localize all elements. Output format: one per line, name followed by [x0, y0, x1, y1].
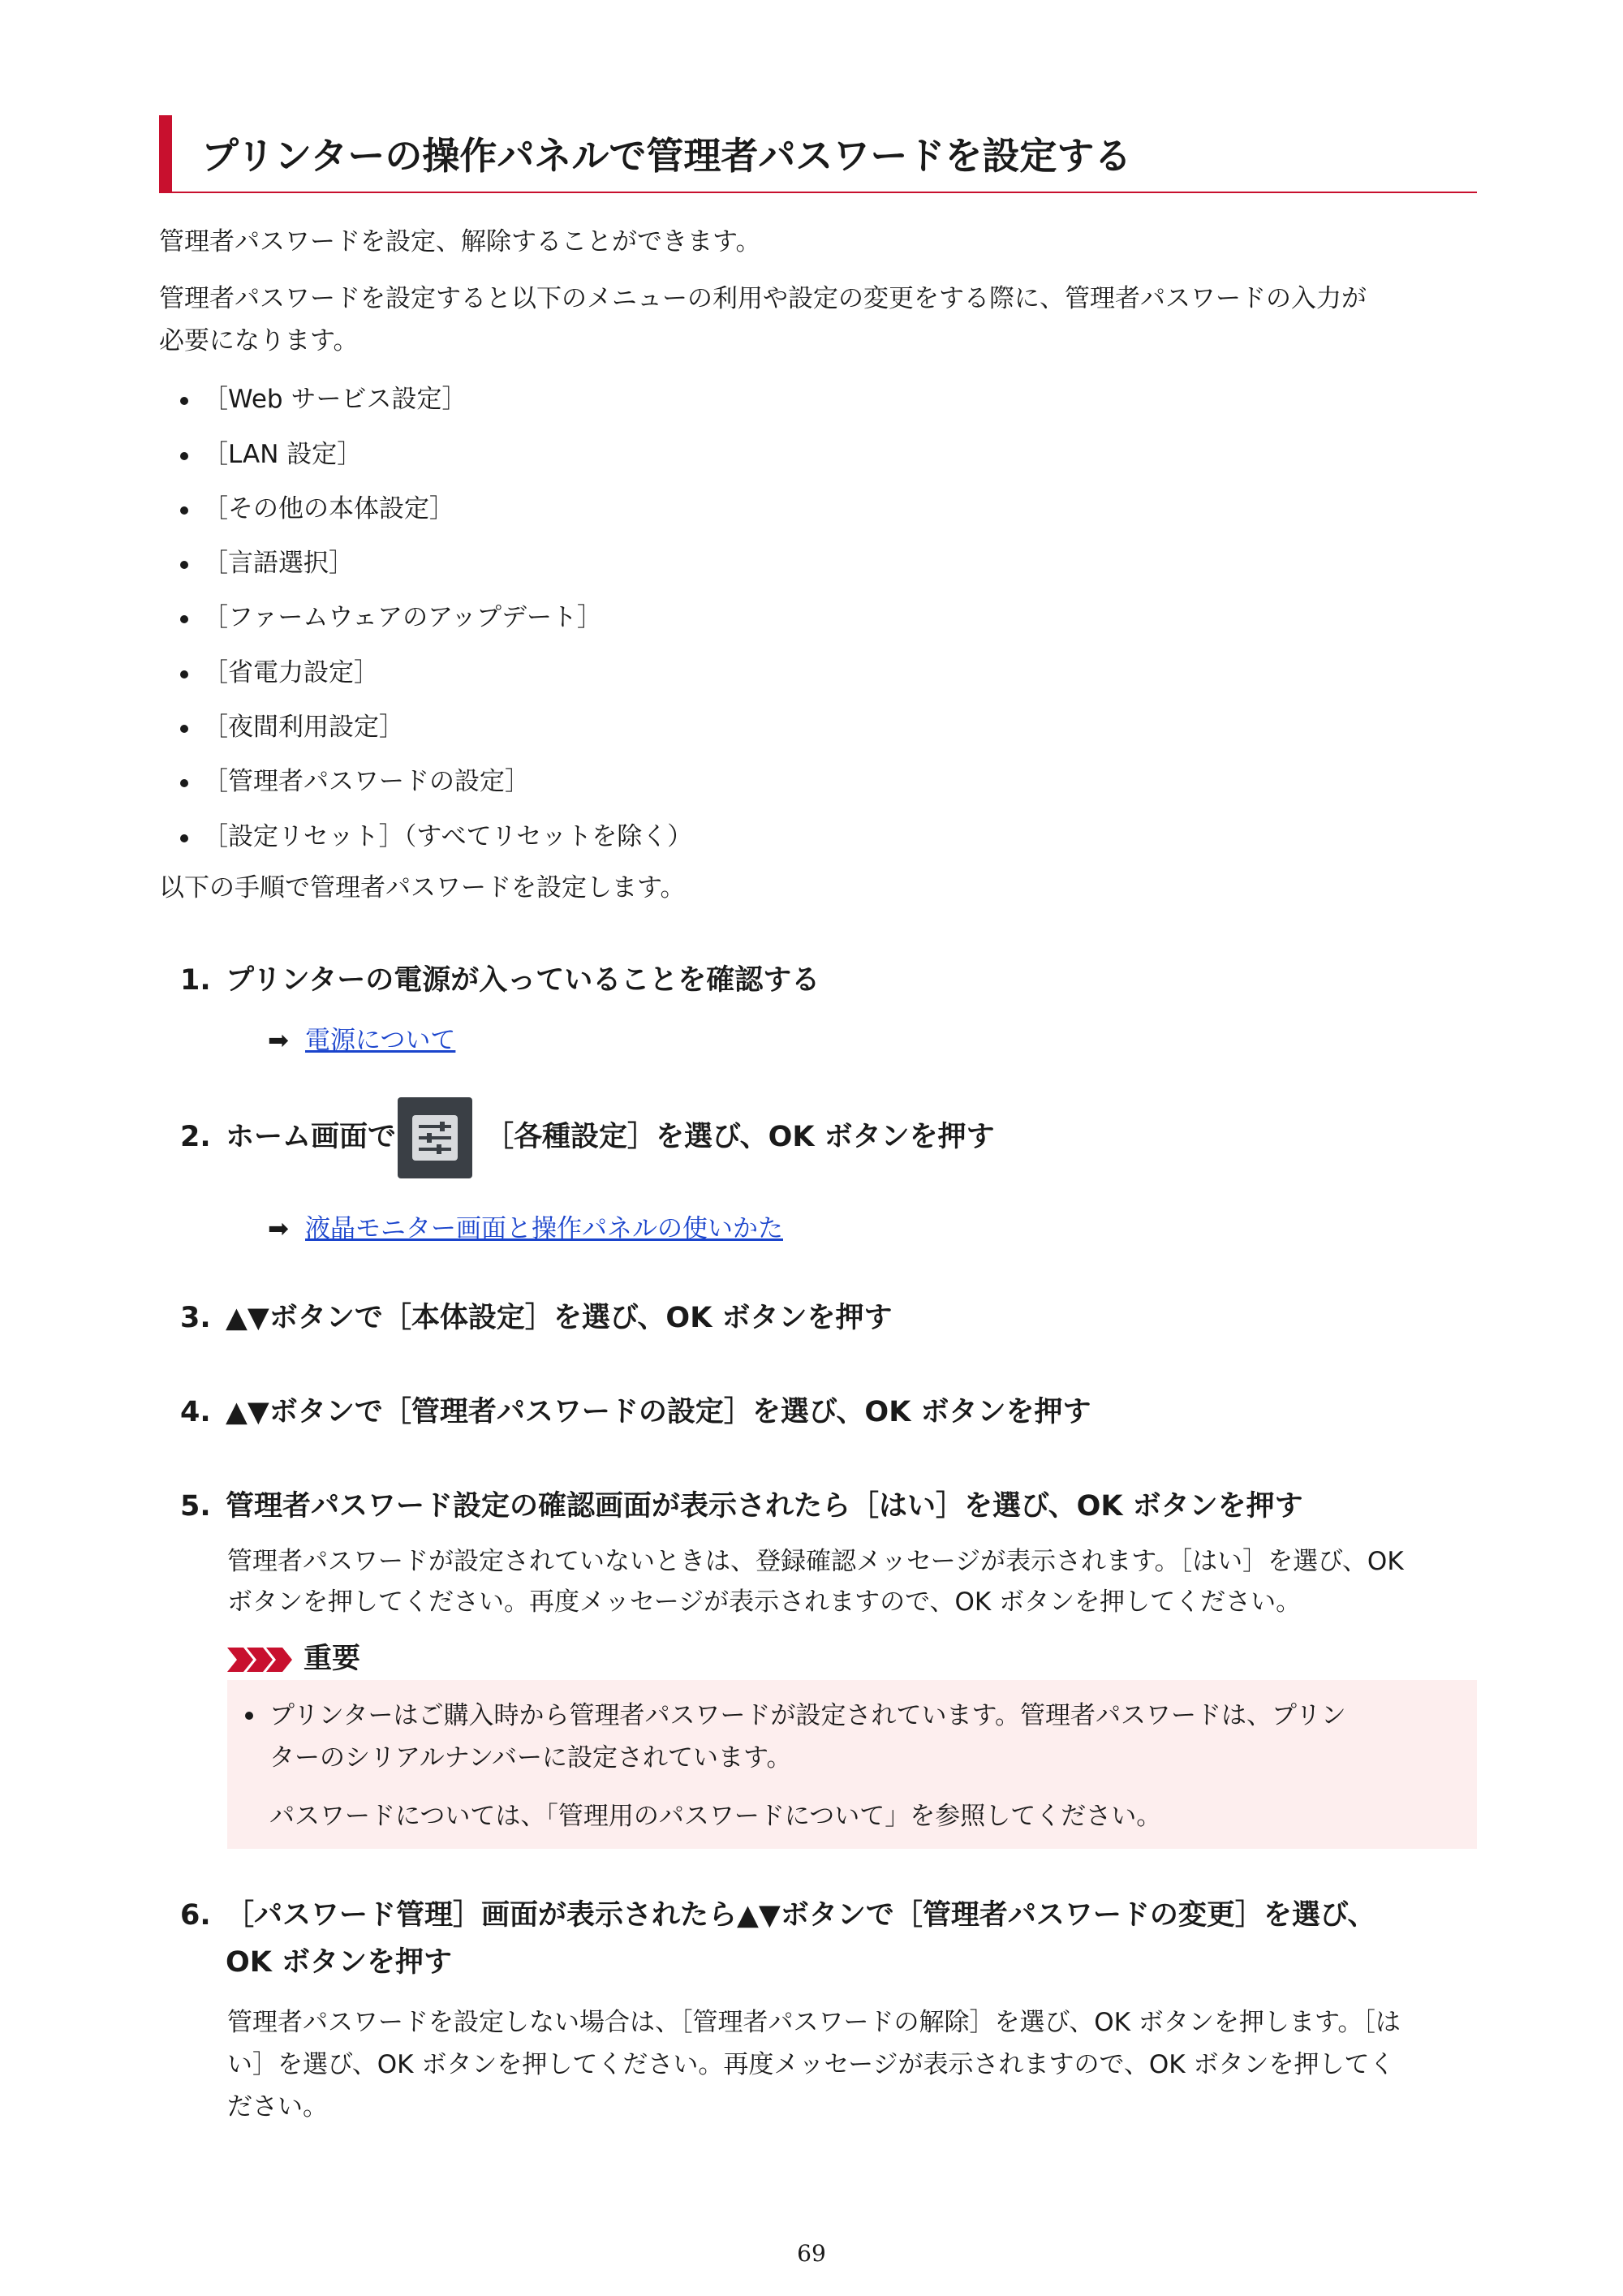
step-6-body-line1: 管理者パスワードを設定しない場合は、［管理者パスワードの解除］を選び、OK ボタンを押します。［は — [227, 2008, 1401, 2037]
intro-text: 管理者パスワードを設定、解除することができます。 — [159, 227, 761, 256]
important-note: パスワードについては、「管理用のパスワードについて」を参照してください。 — [269, 1802, 1162, 1831]
menu-list-item: ［省電力設定］ — [180, 652, 379, 688]
menu-list-item: ［LAN 設定］ — [180, 433, 362, 470]
intro-text-line1: 管理者パスワードを設定すると以下のメニューの利用や設定の変更をする際に、管理者パスワードの入力が — [159, 284, 1367, 313]
step-4-heading: 4. ▲▼ボタンで［管理者パスワードの設定］を選び、OK ボタンを押す — [180, 1396, 1091, 1428]
step-6-body-line3: ださい。 — [227, 2092, 328, 2122]
step-5-heading: 5. 管理者パスワード設定の確認画面が表示されたら［はい］を選び、OK ボタンを押す — [180, 1490, 1303, 1523]
bullet-icon — [180, 834, 188, 842]
menu-list-item: ［夜間利用設定］ — [180, 706, 404, 743]
step-2-link-row — [268, 1208, 783, 1244]
power-link[interactable]: 電源について — [305, 1026, 456, 1055]
important-box — [227, 1680, 1477, 1849]
bullet-icon — [180, 670, 188, 678]
menu-list-item: ［設定リセット］（すべてリセットを除く） — [180, 816, 692, 852]
step-1-link-row — [268, 1019, 455, 1056]
right-arrow-icon: ➡ — [268, 1214, 289, 1243]
bullet-icon — [180, 397, 188, 405]
page-title: プリンターの操作パネルで管理者パスワードを設定する — [201, 134, 1132, 178]
bullet-icon — [245, 1712, 253, 1720]
step-5-body-line2: ボタンを押してください。再度メッセージが表示されますので、OK ボタンを押してください。 — [227, 1587, 1302, 1617]
right-arrow-icon: ➡ — [268, 1026, 289, 1055]
menu-list-item: ［Web サービス設定］ — [180, 378, 467, 415]
triple-chevron-icon — [227, 1648, 295, 1672]
important-bullet: プリンターはご購入時から管理者パスワードが設定されています。管理者パスワードは、プリン ターのシリアルナンバーに設定されています。 — [269, 1695, 1454, 1779]
page-number: 69 — [797, 2240, 826, 2267]
lcd-panel-guide-link[interactable]: 液晶モニター画面と操作パネルの使いかた — [305, 1214, 783, 1243]
important-heading: 重要 — [227, 1636, 360, 1677]
menu-list-item: ［ファームウェアのアップデート］ — [180, 597, 602, 633]
step-6-heading-line2: OK ボタンを押す — [226, 1946, 453, 1979]
settings-sliders-icon — [398, 1097, 472, 1178]
step-2-heading: 2. ホーム画面で ［各種設定］を選び、OK ボタンを押す — [180, 1097, 995, 1178]
bullet-icon — [180, 452, 188, 460]
menu-list-item: ［その他の本体設定］ — [180, 488, 454, 524]
step-6-body-line2: い］を選び、OK ボタンを押してください。再度メッセージが表示されますので、OK ボタンを押してく — [227, 2050, 1395, 2079]
procedure-intro: 以下の手順で管理者パスワードを設定します。 — [159, 873, 686, 902]
bullet-icon — [180, 779, 188, 787]
bullet-icon — [180, 561, 188, 569]
step-6-heading: 6. ［パスワード管理］画面が表示されたら▲▼ボタンで［管理者パスワードの変更］を選び、 — [180, 1899, 1376, 1932]
menu-list-item: ［言語選択］ — [180, 542, 354, 579]
bullet-icon — [180, 506, 188, 515]
step-3-heading: 3. ▲▼ボタンで［本体設定］を選び、OK ボタンを押す — [180, 1302, 893, 1334]
bullet-icon — [180, 615, 188, 623]
step-5-body-line1: 管理者パスワードが設定されていないときは、登録確認メッセージが表示されます。［はい］を選び、OK — [227, 1547, 1404, 1576]
menu-list-item: ［管理者パスワードの設定］ — [180, 760, 530, 797]
step-1-heading: 1. プリンターの電源が入っていることを確認する — [180, 964, 820, 997]
intro-text-line2: 必要になります。 — [159, 326, 359, 355]
heading-accent-bar — [159, 115, 172, 192]
bullet-icon — [180, 725, 188, 733]
page-heading — [159, 115, 1477, 193]
